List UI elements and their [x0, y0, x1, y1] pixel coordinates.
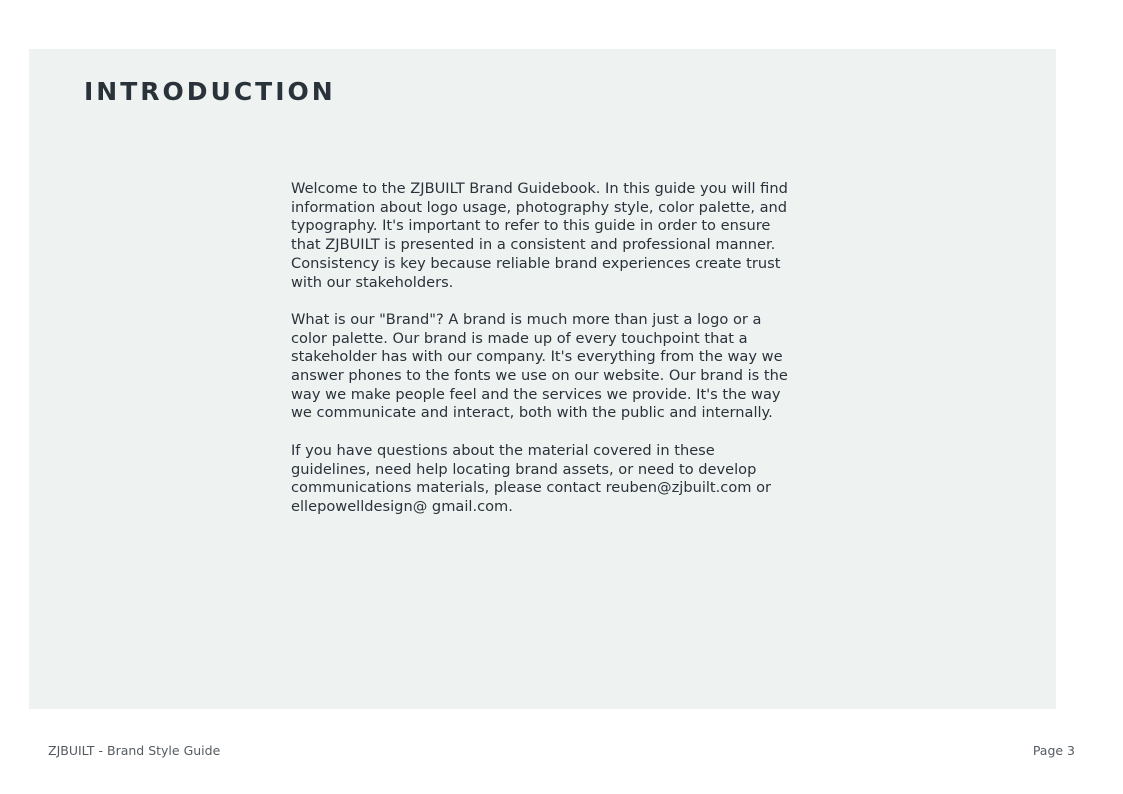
- page-title: INTRODUCTION: [84, 77, 336, 106]
- footer-document-title: ZJBUILT - Brand Style Guide: [48, 743, 221, 758]
- content-panel: [29, 49, 1056, 709]
- intro-paragraph-3: If you have questions about the material covered in these guidelines, need help locating brand assets, or need to develop communications materials, please contact reuben@zjbuilt.com or ellepowelldesign@ gmail.com.: [291, 441, 772, 515]
- footer-page-number: Page 3: [1032, 743, 1075, 758]
- intro-paragraph-1: Welcome to the ZJBUILT Brand Guidebook. In this guide you will find information about logo usage, photography style, color palette, and typography. It's important to refer to this guide in order to ensure that ZJBUILT is presented in a consistent and professional manner. Consistency is key because reliable brand experiences create trust with our stakeholders.: [291, 180, 788, 291]
- intro-paragraph-2: What is our "Brand"? A brand is much more than just a logo or a color palette. Our brand is made up of every touchpoint that a stakeholder has with our company. It's everything from the way we answer phones to the fonts we use on our website. Our brand is the way we make people feel and the services we provide. It's the way we communicate and interact, both with the public and internally.: [291, 310, 788, 422]
- intro-body: [291, 180, 796, 535]
